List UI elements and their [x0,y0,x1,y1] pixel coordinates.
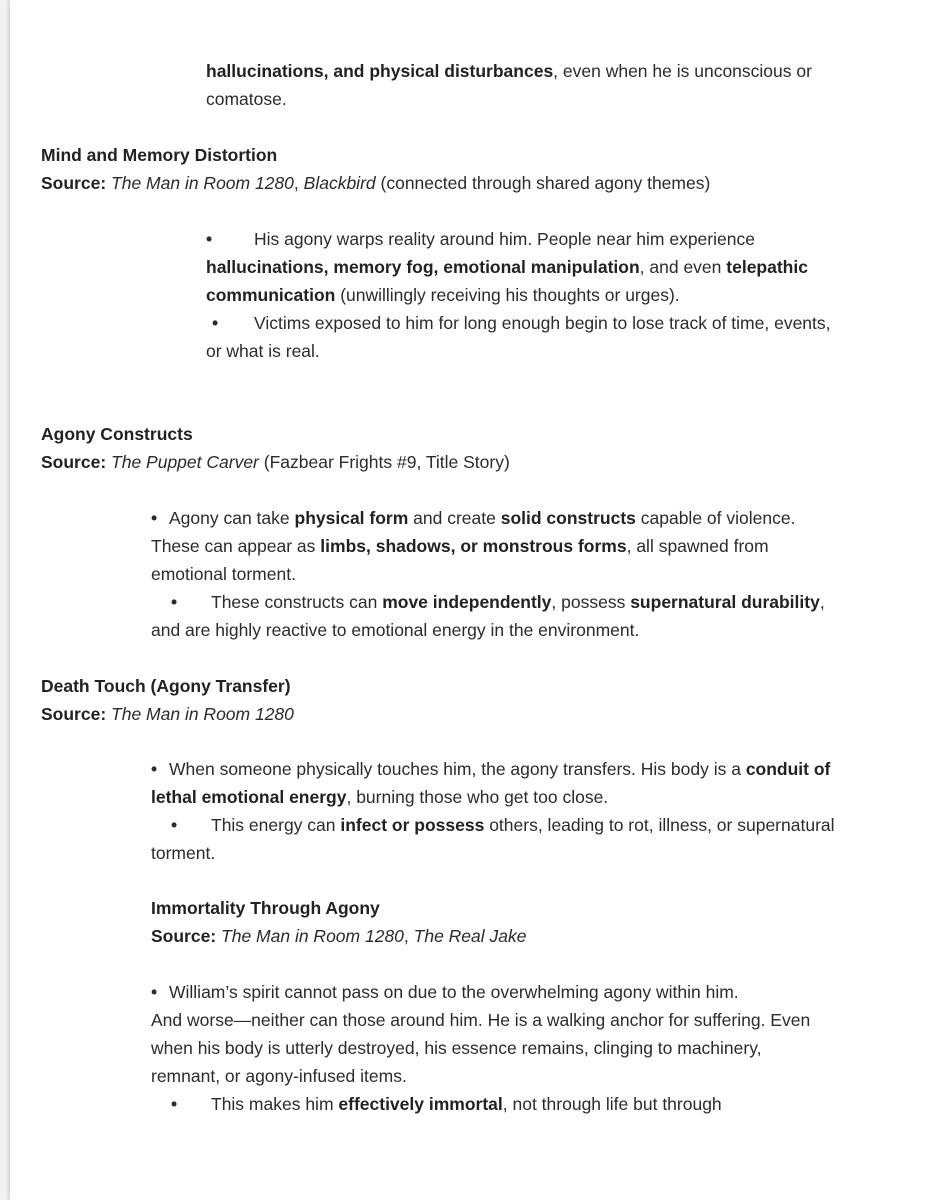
intro-paragraph: hallucinations, and physical disturbances, even when he is unconscious or comatose. [206,61,812,109]
bullet-icon: • [151,508,158,528]
section-heading [151,894,527,950]
bullet-icon: • [171,592,178,612]
bullet-icon: • [171,815,178,835]
source-line: Source: The Man in Room 1280, The Real Jake [151,926,527,946]
list-item: • His agony warps reality around him. People near him experience [206,225,831,253]
source-line: Source: The Man in Room 1280, Blackbird (connected through shared agony themes) [41,173,711,193]
section-title: Death Touch (Agony Transfer) [41,676,291,696]
list-item: • Agony can take physical form and create solid constructs capable of violence. [151,504,825,532]
bullet-icon: • [206,229,213,249]
list-item: • Victims exposed to him for long enough begin to lose track of time, events, [206,309,831,337]
bold-text: hallucinations, and physical disturbances [206,61,554,81]
list-item: • This makes him effectively immortal, not through life but through [151,1090,810,1118]
section-heading [41,672,294,728]
section-heading [41,420,510,476]
bullet-icon: • [151,759,158,779]
section-title: Immortality Through Agony [151,898,380,918]
list-item: • When someone physically touches him, the agony transfers. His body is a conduit of [151,755,835,783]
list-item: • These constructs can move independently, possess supernatural durability, [151,588,825,616]
document-page [10,0,943,1200]
section-title: Mind and Memory Distortion [41,145,278,165]
bullet-list: • William’s spirit cannot pass on due to the overwhelming agony within him. And worse—neither can those around him. He is a walking anchor for suffering. Even when his body is utterly destroyed, his essence remains, clinging to machinery, remnant, or agony-infused items. • This makes him effectively immortal, not through life but through [151,978,810,1118]
section-heading [41,141,710,197]
bullet-list: • Agony can take physical form and create solid constructs capable of violence. These can appear as limbs, shadows, or monstrous forms, all spawned from emotional torment. • These constructs can move independently, possess supernatural durability, and are highly reactive to emotional energy in the environment. [151,504,825,644]
bullet-icon: • [171,1094,178,1114]
bullet-icon: • [212,313,219,333]
bullet-list: • His agony warps reality around him. People near him experience hallucinations, memory fog, emotional manipulation, and even telepathic communication (unwillingly receiving his thoughts or urges). • Victims exposed to him for long enough begin to lose track of time, events, or what is real. [206,225,831,365]
list-item: • This energy can infect or possess others, leading to rot, illness, or supernatural [151,811,835,839]
section-title: Agony Constructs [41,424,193,444]
source-line: Source: The Man in Room 1280 [41,704,294,724]
list-item: • William’s spirit cannot pass on due to the overwhelming agony within him. [151,978,810,1006]
bullet-list: • When someone physically touches him, the agony transfers. His body is a conduit of lethal emotional energy, burning those who get too close. • This energy can infect or possess others, leading to rot, illness, or supernatural torment. [151,755,835,867]
source-line: Source: The Puppet Carver (Fazbear Frights #9, Title Story) [41,452,510,472]
bullet-icon: • [151,982,158,1002]
